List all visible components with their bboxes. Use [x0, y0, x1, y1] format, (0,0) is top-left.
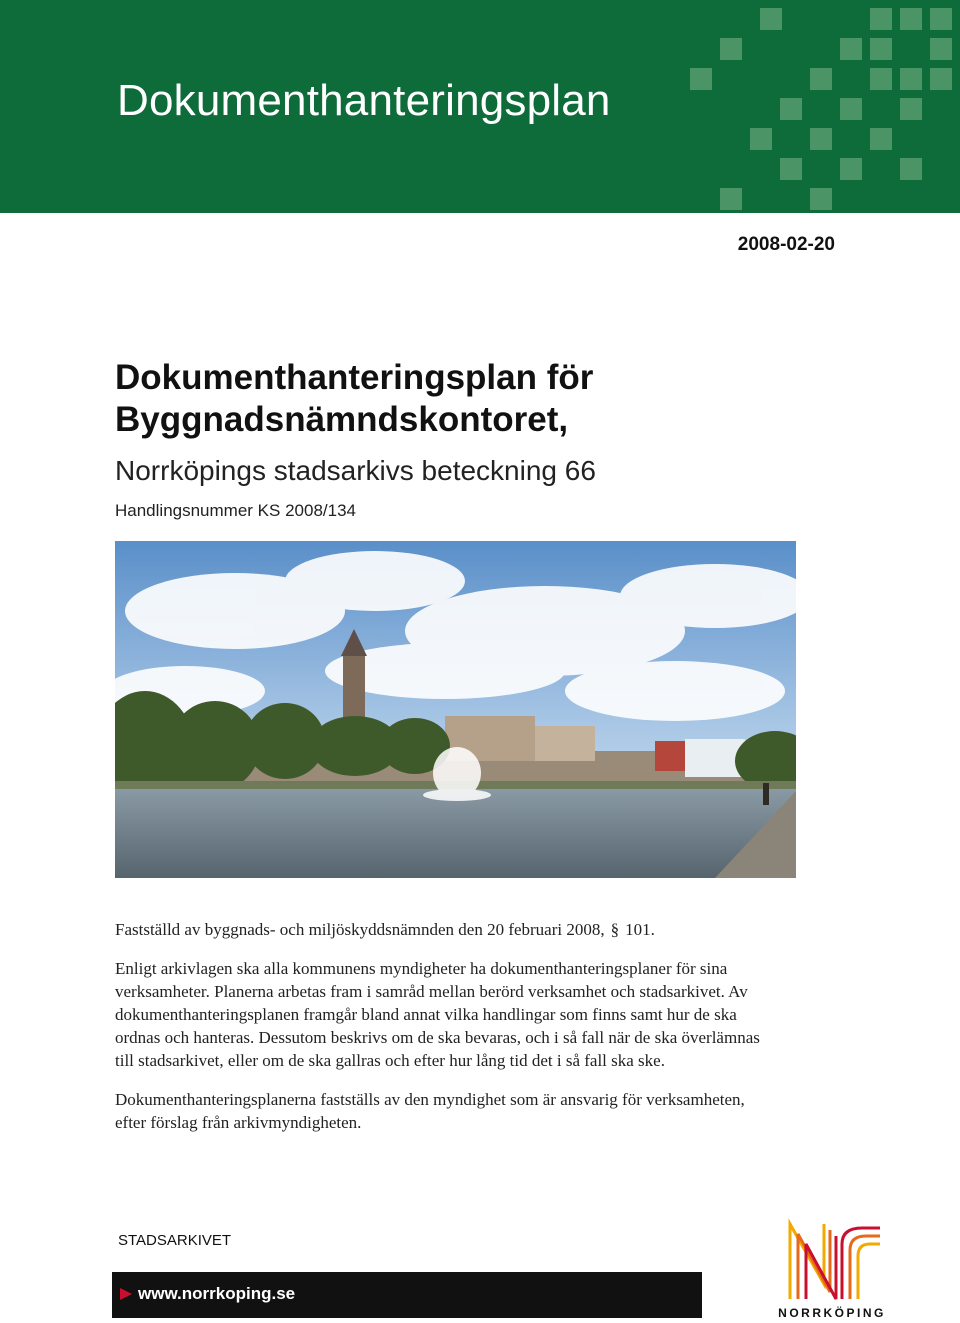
header-banner [0, 0, 960, 213]
section-number: 101. [625, 920, 655, 939]
logo-wordmark: NORRKÖPING [778, 1306, 886, 1320]
adoption-text: Fastställd av byggnads- och miljöskyddsnämnden den 20 februari 2008, [115, 920, 605, 939]
norrkoping-logo-icon [772, 1214, 892, 1304]
footer-url-bar[interactable] [112, 1272, 702, 1318]
document-title-line1: Dokumenthanteringsplan för [115, 358, 594, 397]
website-link[interactable]: www.norrkoping.se [138, 1284, 296, 1303]
banner-title: Dokumenthanteringsplan [117, 76, 611, 125]
document-title [115, 357, 593, 441]
paragraph-adoption-authority: Dokumenthanteringsplanerna fastställs av den myndighet som är ansvarig för verksamheten, efter förslag från arkivmyndigheten. [115, 1090, 745, 1132]
adoption-note [115, 918, 765, 941]
photo-illustration [115, 541, 796, 878]
document-subtitle: Norrköpings stadsarkivs beteckning 66 [115, 455, 596, 486]
paragraph-archive-law: Enligt arkivlagen ska alla kommunens myndigheter ha dokumenthanteringsplaner för sina verksamheter. Planerna arbetas fram i samråd mellan berörd verksamhet och stadsarkivet. Av dokumenthanteringsplanen framgår bland annat vilka handlingar som finns samt hur de ska ordnas och hanteras. Dessutom beskrivs om de ska bevaras, och i så fall när de ska överlämnas till stadsarkivet, eller om de ska gallras och efter hur lång tid det i så fall ska ske. [115, 959, 760, 1070]
document-date: 2008-02-20 [737, 234, 835, 255]
body-text [115, 918, 765, 1150]
arrow-right-icon [118, 1286, 134, 1302]
document-title-line2: Byggnadsnämndskontoret, [115, 400, 569, 439]
norrkoping-logo [772, 1214, 892, 1322]
section-symbol: § [610, 920, 620, 939]
department-label: STADSARKIVET [118, 1232, 232, 1249]
city-river-photo [115, 541, 796, 878]
case-number: Handlingsnummer KS 2008/134 [115, 501, 356, 520]
